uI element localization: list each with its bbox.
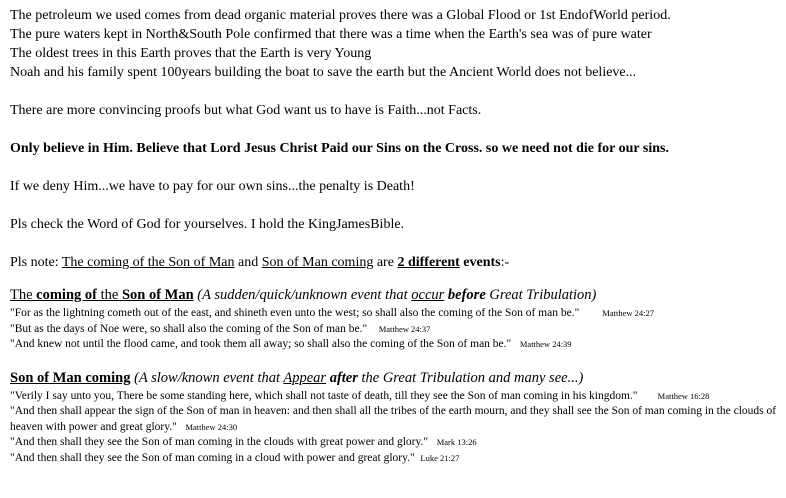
intro-line-2: The pure waters kept in North&South Pole confirmed that there was a time when the Earth's sea was of pure water bbox=[10, 27, 652, 42]
quote-text: "And knew not until the flood came, and took them all away; so shall also the coming of the Son of man be." bbox=[10, 338, 512, 350]
quote-reference: Matthew 16:28 bbox=[657, 390, 710, 401]
note-prefix: Pls note: bbox=[10, 255, 62, 270]
s1-head-c: the bbox=[96, 287, 122, 303]
s1-desc-d: before bbox=[447, 287, 486, 303]
note-are: are bbox=[373, 255, 398, 270]
s1-quote-1 bbox=[10, 306, 782, 322]
quote-text: "For as the lightning cometh out of the east, and shineth even unto the west; so shall also the coming of the Son of man be." bbox=[10, 307, 580, 319]
spacer bbox=[10, 353, 782, 369]
spacer bbox=[10, 120, 782, 139]
note-events: events bbox=[459, 255, 501, 270]
proofs-line: There are more convincing proofs but what God want us to have is Faith...not Facts. bbox=[10, 103, 482, 118]
check-line: Pls check the Word of God for yourselves. I hold the KingJamesBible. bbox=[10, 217, 405, 232]
spacer bbox=[10, 234, 782, 253]
s2-desc-d: after bbox=[329, 369, 358, 386]
s2-quote-4 bbox=[10, 451, 782, 467]
note-count: 2 different bbox=[397, 255, 460, 270]
s1-quote-3 bbox=[10, 337, 782, 353]
s1-head-d: Son of Man bbox=[121, 287, 194, 303]
s2-desc-b: Appear bbox=[283, 369, 327, 386]
intro-line-3: The oldest trees in this Earth proves that the Earth is very Young bbox=[10, 46, 372, 61]
s2-desc-a: (A slow/known event that bbox=[130, 369, 284, 386]
s2-quote-3 bbox=[10, 435, 782, 451]
note-term-2: Son of Man coming bbox=[261, 255, 374, 270]
s2-quote-2 bbox=[10, 404, 780, 435]
section-1-heading bbox=[10, 286, 782, 305]
quote-text: "But as the days of Noe were, so shall also the coming of the Son of man be." bbox=[10, 322, 368, 335]
quote-reference: Matthew 24:30 bbox=[185, 421, 238, 432]
document-body bbox=[10, 0, 782, 466]
s2-head: Son of Man coming bbox=[10, 369, 131, 386]
spacer bbox=[10, 196, 782, 215]
s2-quote-1 bbox=[10, 389, 780, 405]
spacer bbox=[10, 272, 782, 286]
quote-reference: Matthew 24:39 bbox=[519, 339, 572, 349]
quote-reference: Luke 21:27 bbox=[420, 452, 460, 463]
s1-desc-a: (A sudden/quick/unknown event that bbox=[193, 287, 412, 303]
quote-text: "And then shall they see the Son of man coming in a cloud with power and great glory." bbox=[10, 451, 415, 464]
believe-line: Only believe in Him. Believe that Lord Jesus Christ Paid our Sins on the Cross. so we need not die for our sins. bbox=[10, 141, 669, 156]
note-line bbox=[10, 253, 782, 272]
quote-reference: Matthew 24:37 bbox=[378, 323, 431, 334]
quote-reference: Mark 13:26 bbox=[436, 437, 477, 447]
note-suffix: :- bbox=[500, 255, 510, 270]
note-term-1: The coming of the Son of Man bbox=[61, 255, 235, 270]
intro-line-1: The petroleum we used comes from dead organic material proves there was a Global Flood or 1st EndofWorld period. bbox=[10, 8, 671, 23]
note-and: and bbox=[234, 255, 262, 270]
s1-quote-2 bbox=[10, 322, 782, 338]
quote-text: "And then shall they see the Son of man coming in the clouds with great power and glory." bbox=[10, 436, 429, 448]
intro-line-4: Noah and his family spent 100years building the boat to save the earth but the Ancient World does not believe... bbox=[10, 65, 637, 80]
deny-line: If we deny Him...we have to pay for our own sins...the penalty is Death! bbox=[10, 179, 415, 194]
quote-text: "Verily I say unto you, There be some standing here, which shall not taste of death, till they see the Son of man coming in his kingdom." bbox=[10, 389, 638, 402]
s1-head-b: coming of bbox=[36, 287, 97, 303]
spacer bbox=[10, 82, 782, 101]
spacer bbox=[10, 158, 782, 177]
quote-text: "And then shall appear the sign of the Son of man in heaven: and then shall all the tribes of the earth mourn, and they shall see the Son of man coming in the clouds of heaven with power and great glory." bbox=[10, 405, 777, 433]
quote-reference: Matthew 24:27 bbox=[602, 308, 654, 318]
s1-desc-e: Great Tribulation) bbox=[485, 287, 597, 303]
s1-head-a: The bbox=[10, 287, 37, 303]
s2-desc-e: the Great Tribulation and many see...) bbox=[357, 369, 584, 386]
section-2-heading bbox=[10, 369, 782, 388]
s1-desc-b: occur bbox=[411, 287, 445, 303]
